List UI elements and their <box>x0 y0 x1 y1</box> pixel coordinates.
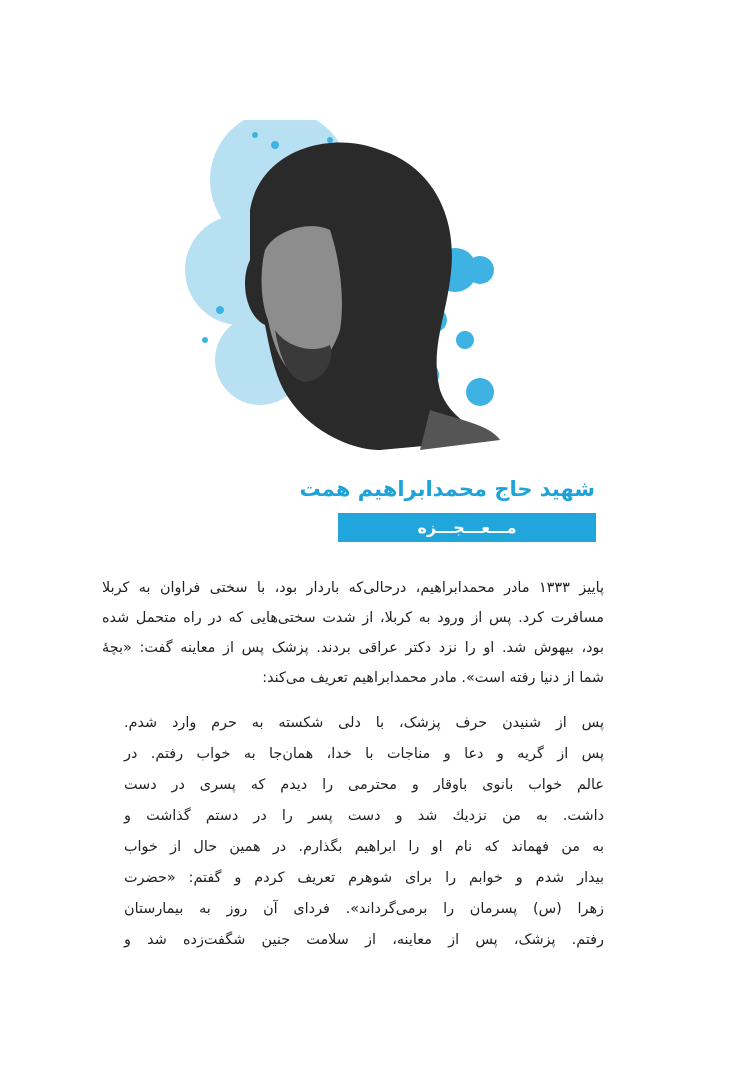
intro-paragraph <box>102 573 604 693</box>
quote-line: رفتم. پزشک، پس از معاینه، از سلامت جنین شگفت‌زده شد و <box>124 932 604 948</box>
quote-line: به من فهماند که نام او را ابراهیم بگذارم. در همین حال از خواب <box>124 839 604 855</box>
intro-line: شما از دنیا رفته است». مادر محمدابراهیم تعریف می‌کند: <box>262 670 604 686</box>
quote-line: پس از گریه و دعا و مناجات با خدا، همان‌جا به خواب رفتم. در <box>124 746 604 762</box>
quote-paragraph <box>124 708 604 956</box>
quote-line: بیدار شدم و خوابم را برای شوهرم تعریف کردم و گفتم: «حضرت <box>124 870 604 886</box>
intro-line: پاییز ۱۳۳۳ مادر محمدابراهیم، درحالی‌که باردار بود، با سختی فراوان به کربلا <box>102 580 604 596</box>
portrait-illustration <box>180 120 540 480</box>
intro-line: بود، بیهوش شد. او را نزد دکتر عراقی بردند. پزشک پس از معاینه گفت: «بچهٔ <box>102 640 604 656</box>
quote-line: داشت. به من نزدیك شد و دست پسر را در دستم گذاشت و <box>124 808 604 824</box>
quote-line: پس از شنیدن حرف پزشک، با دلی شکسته به حرم وارد شدم. <box>124 715 604 731</box>
page-title: شهید حاج محمدابراهیم همت <box>299 477 595 501</box>
quote-line: عالم خواب بانوی باوقار و محترمی را دیدم که پسری در دست <box>124 777 604 793</box>
intro-line: مسافرت کرد. پس از ورود به کربلا، از شدت سختی‌هایی که در راه متحمل شده <box>102 610 604 626</box>
quote-line: زهرا (س) پسرمان را برمی‌گرداند». فردای آن روز به بیمارستان <box>124 901 604 917</box>
section-banner: مـــعـــجـــزه <box>338 513 596 542</box>
